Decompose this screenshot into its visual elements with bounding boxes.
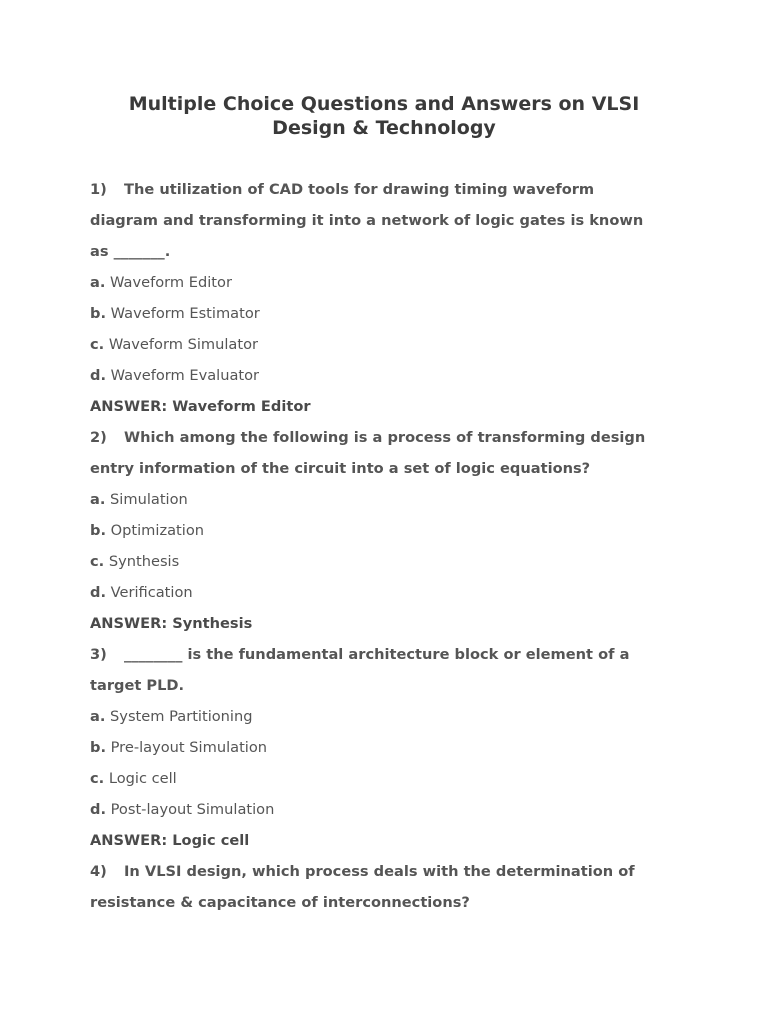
option-letter: b. (90, 522, 106, 539)
answer-1: ANSWER: Waveform Editor (90, 398, 311, 415)
question-list (90, 174, 690, 918)
option-text: Logic cell (108, 770, 177, 787)
option-letter: a. (90, 491, 106, 508)
option-letter: b. (90, 305, 106, 322)
answer-2: ANSWER: Synthesis (90, 615, 253, 632)
option-text: Waveform Simulator (108, 336, 258, 353)
question-4-line-2: resistance & capacitance of interconnections? (90, 894, 470, 911)
question-text: ________ is the fundamental architecture block or element of a (124, 646, 630, 663)
question-text: In VLSI design, which process deals with the determination of (124, 863, 635, 880)
option-letter: b. (90, 739, 106, 756)
option-text: Waveform Evaluator (110, 367, 260, 384)
option-text: Verification (110, 584, 193, 601)
option-letter: a. (90, 274, 106, 291)
option-text: Optimization (110, 522, 204, 539)
question-text: The utilization of CAD tools for drawing timing waveform (124, 181, 595, 198)
question-3-line-2: target PLD. (90, 677, 185, 694)
option-letter: d. (90, 367, 106, 384)
question-1-line-1 (90, 174, 690, 205)
question-number: 2) (90, 429, 107, 446)
option-c (90, 546, 690, 577)
option-text: Post-layout Simulation (110, 801, 275, 818)
option-a (90, 267, 690, 298)
question-1-line-2: diagram and transforming it into a network of logic gates is known (90, 212, 644, 229)
option-text: Waveform Estimator (110, 305, 260, 322)
title-line-2: Design & Technology (272, 117, 496, 139)
option-a (90, 701, 690, 732)
option-letter: a. (90, 708, 106, 725)
option-d (90, 577, 690, 608)
option-text: Synthesis (108, 553, 180, 570)
option-b (90, 732, 690, 763)
question-2-line-2: entry information of the circuit into a set of logic equations? (90, 460, 591, 477)
option-c (90, 329, 690, 360)
option-letter: c. (90, 553, 105, 570)
option-d (90, 794, 690, 825)
option-letter: d. (90, 584, 106, 601)
option-c (90, 763, 690, 794)
question-3-line-1 (90, 639, 690, 670)
option-a (90, 484, 690, 515)
option-text: Simulation (110, 491, 188, 508)
title-line-1: Multiple Choice Questions and Answers on VLSI (128, 93, 640, 115)
option-letter: c. (90, 770, 105, 787)
question-4-line-1 (90, 856, 690, 887)
answer-3: ANSWER: Logic cell (90, 832, 250, 849)
question-number: 4) (90, 863, 107, 880)
page-title (90, 92, 678, 140)
question-number: 3) (90, 646, 107, 663)
question-number: 1) (90, 181, 107, 198)
option-b (90, 515, 690, 546)
option-text: Waveform Editor (110, 274, 232, 291)
question-1-line-3: as _______. (90, 243, 171, 260)
option-text: System Partitioning (110, 708, 253, 725)
option-text: Pre-layout Simulation (110, 739, 268, 756)
option-d (90, 360, 690, 391)
option-letter: d. (90, 801, 106, 818)
question-2-line-1 (90, 422, 690, 453)
option-letter: c. (90, 336, 105, 353)
question-text: Which among the following is a process of transforming design (124, 429, 646, 446)
option-b (90, 298, 690, 329)
